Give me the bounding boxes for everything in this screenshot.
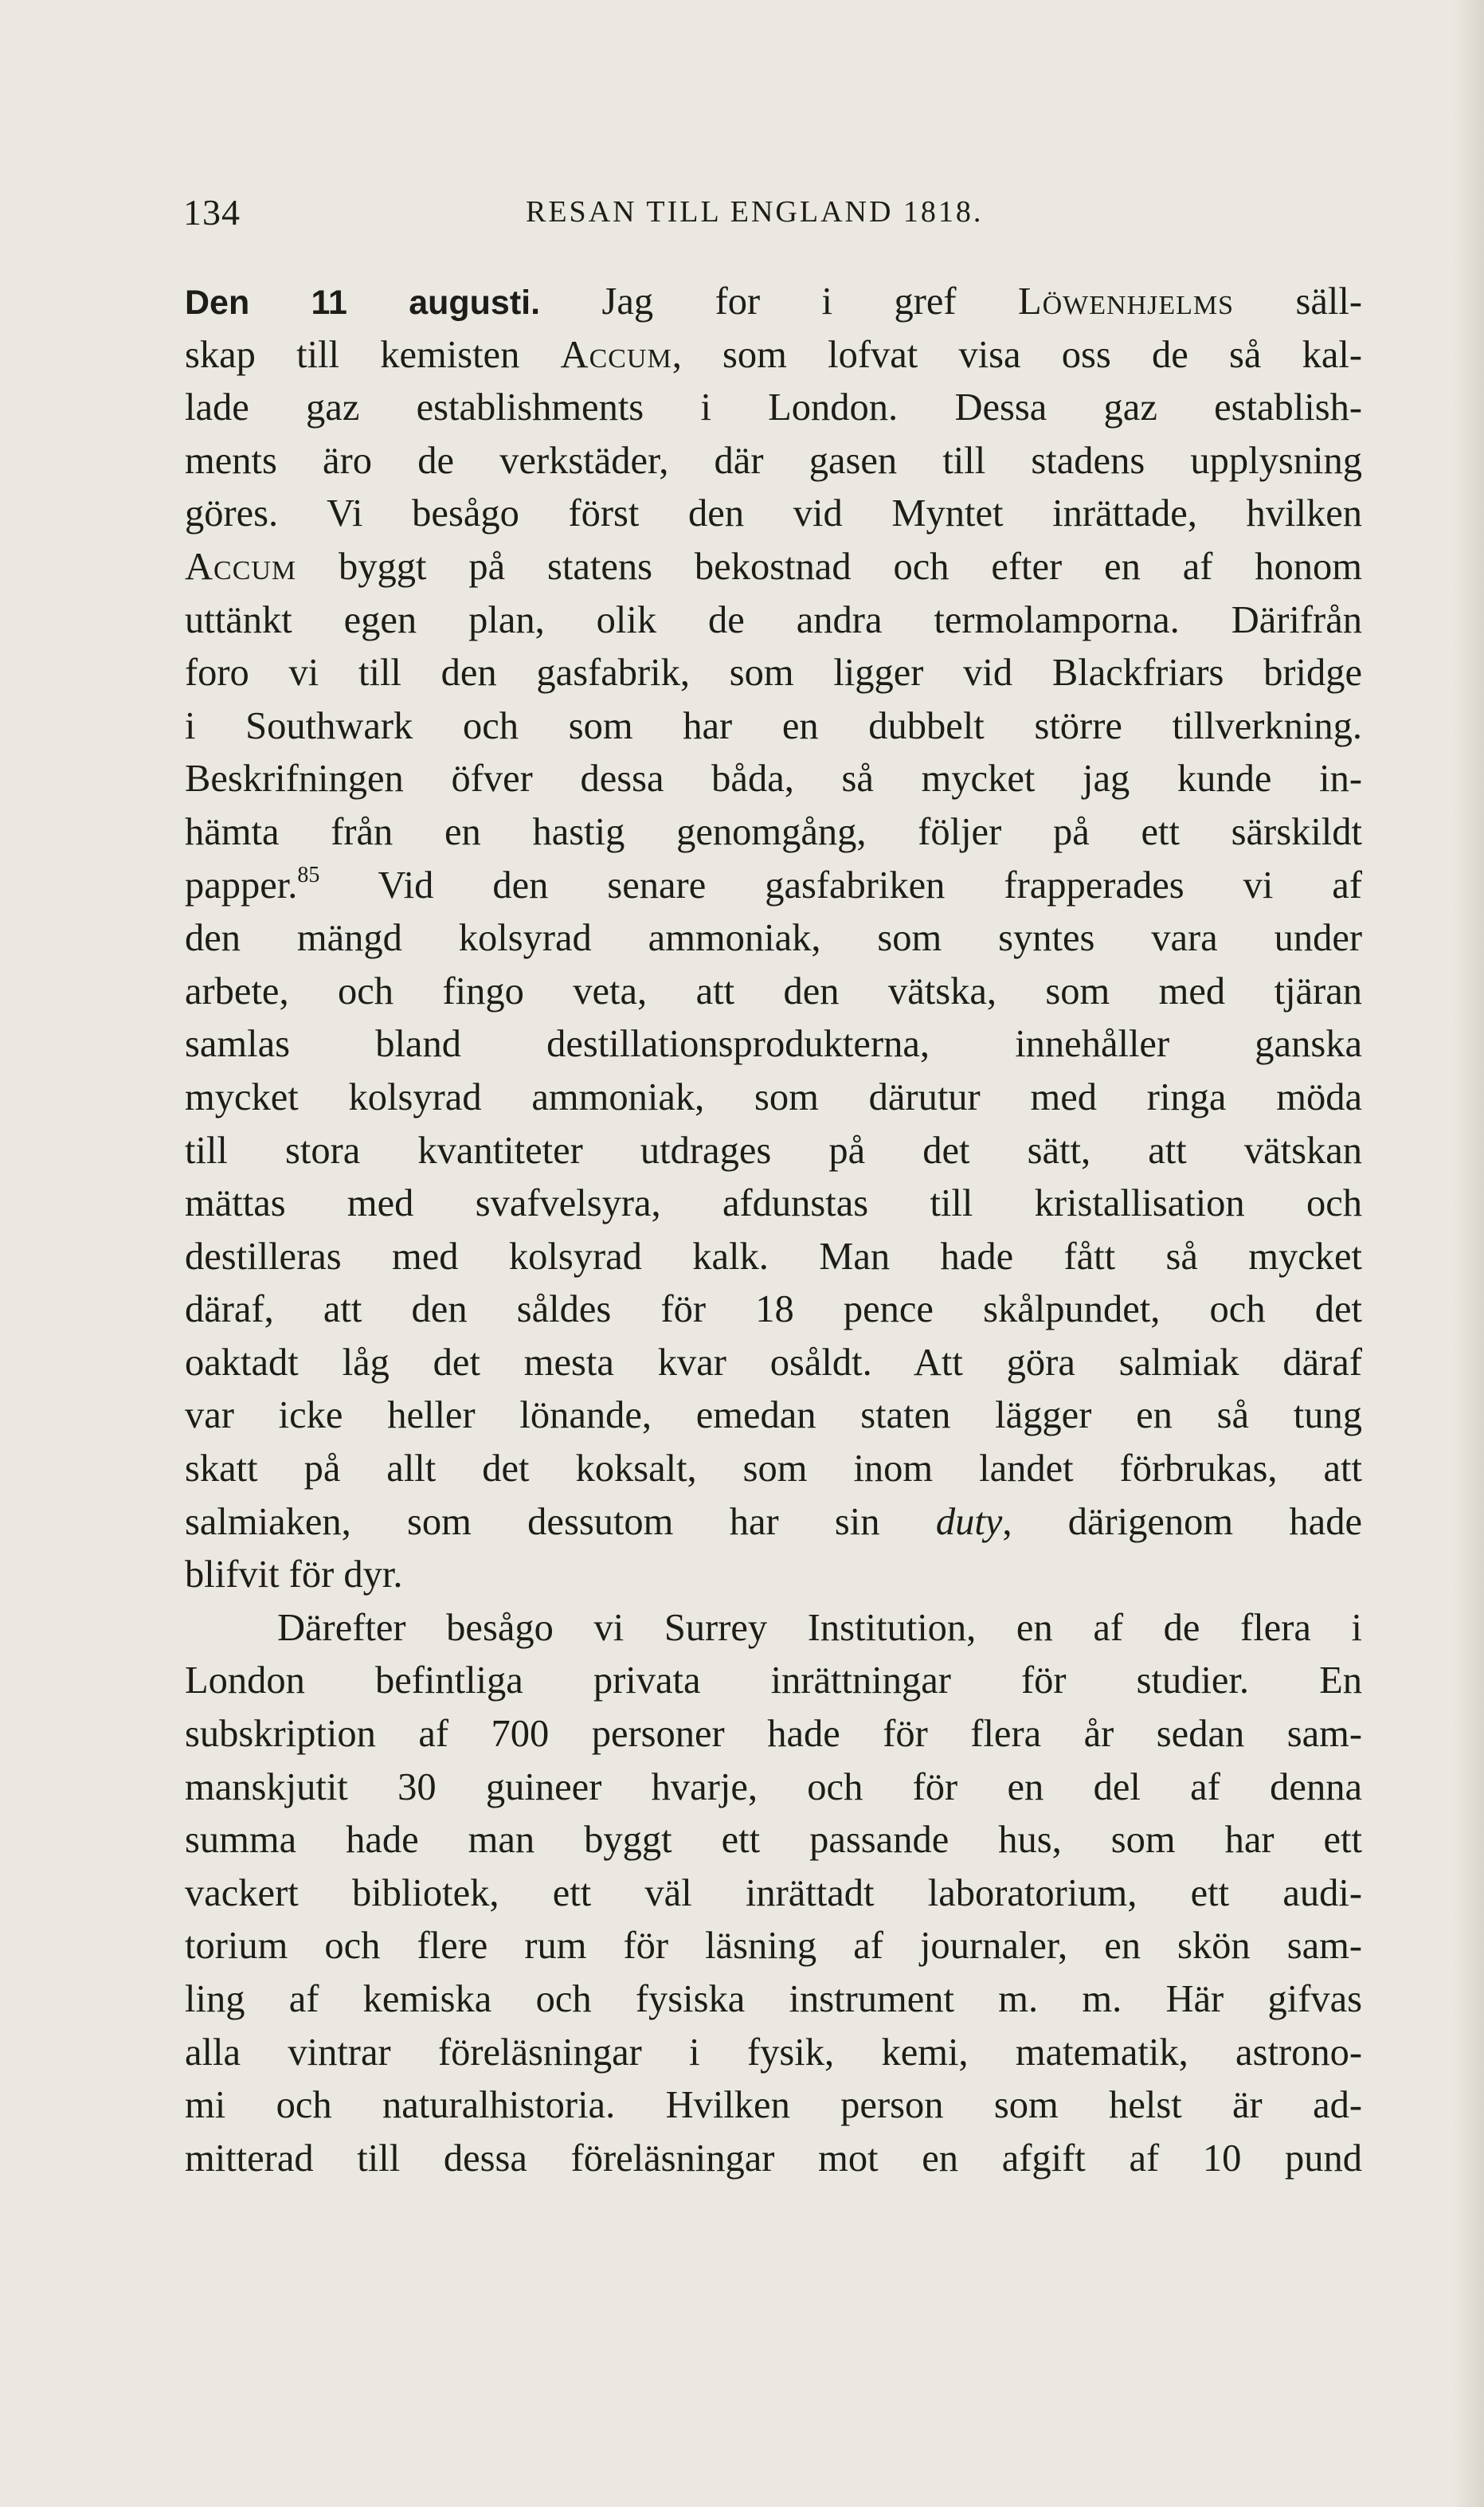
text-line (185, 488, 1362, 541)
text-run: Beskrifningen öfver dessa båda, så mycket jag kunde in- (185, 758, 1362, 801)
text-line (185, 329, 1362, 382)
text-run: mycket kolsyrad ammoniak, som därutur med ringa möda (185, 1075, 1362, 1118)
text-run: arbete, och fingo veta, att den vätska, som med tjäran (185, 970, 1362, 1013)
text-run: ments äro de verkstäder, där gasen till stadens upplysning (185, 439, 1362, 482)
text-run: vackert bibliotek, ett väl inrättadt laboratorium, ett audi- (185, 1871, 1362, 1914)
text-run: mättas med svafvelsyra, afdunstas till kristallisation och (185, 1182, 1362, 1225)
text-run: blifvit för dyr. (185, 1553, 403, 1596)
text-run: alla vintrar föreläsningar i fysik, kemi, matematik, astrono- (185, 2031, 1362, 2074)
small-caps-name: Löwenhjelms (1017, 280, 1235, 323)
text-line (185, 1761, 1362, 1815)
text-run: , därigenom hade (1002, 1500, 1362, 1543)
body-text (185, 276, 1362, 2185)
page-number: 134 (183, 192, 241, 233)
text-line (185, 1389, 1362, 1443)
text-line (185, 647, 1362, 700)
text-line (185, 1337, 1362, 1390)
text-run: säll- (1234, 280, 1362, 323)
page-edge-shadow (1452, 0, 1484, 2507)
text-run: torium och flere rum för läsning af journaler, en skön sam- (185, 1925, 1362, 1968)
small-caps-name: Accum (560, 333, 672, 376)
text-run: mi och naturalhistoria. Hvilken person som helst är ad- (185, 2084, 1362, 2127)
text-run: destilleras med kolsyrad kalk. Man hade fått så mycket (185, 1235, 1362, 1278)
italic-word: duty (935, 1500, 1003, 1543)
text-line (185, 966, 1362, 1019)
text-line (185, 541, 1362, 594)
text-line (185, 1018, 1362, 1071)
text-run: salmiaken, som dessutom har sin (185, 1500, 936, 1543)
text-line (185, 700, 1362, 754)
text-line (185, 1920, 1362, 1973)
text-run: skatt på allt det koksalt, som inom landet förbrukas, att (185, 1447, 1362, 1490)
text-run: foro vi till den gasfabrik, som ligger vid Blackfriars bridge (185, 652, 1362, 695)
entry-date-heading: Den 11 augusti. (185, 284, 541, 322)
text-run: , som lofvat visa oss de så kal- (672, 333, 1362, 376)
text-line (185, 594, 1362, 648)
text-run: skap till kemisten (185, 333, 561, 376)
text-line (185, 1549, 1362, 1602)
text-line (185, 1867, 1362, 1921)
text-line (185, 1655, 1362, 1708)
text-run: samlas bland destillationsprodukterna, innehåller ganska (185, 1023, 1362, 1066)
text-line (185, 1283, 1362, 1337)
text-run: lade gaz establishments i London. Dessa gaz establish- (185, 386, 1362, 429)
text-line (185, 806, 1362, 860)
text-run: den mängd kolsyrad ammoniak, som syntes vara under (185, 917, 1362, 960)
text-run: i Southwark och som har en dubbelt större tillverkning. (185, 704, 1362, 747)
text-line (185, 1814, 1362, 1867)
text-run: Jag for i gref (540, 280, 1018, 323)
small-caps-name: Accum (185, 545, 297, 588)
text-line (185, 1973, 1362, 2027)
text-run: summa hade man byggt ett passande hus, som har ett (185, 1819, 1362, 1862)
text-line (185, 1125, 1362, 1178)
text-run: mitterad till dessa föreläsningar mot en afgift af 10 pund (185, 2137, 1362, 2180)
text-run: London befintliga privata inrättningar för studier. En (185, 1659, 1362, 1702)
text-run: hämta från en hastig genomgång, följer på ett särskildt (185, 810, 1362, 853)
text-line (185, 435, 1362, 488)
text-run: Vid den senare gasfabriken frapperades vi af (319, 864, 1362, 907)
text-run: göres. Vi besågo först den vid Myntet inrättade, hvilken (185, 492, 1362, 535)
text-line (185, 1496, 1362, 1549)
text-line (185, 1443, 1362, 1496)
text-run: papper. (185, 864, 298, 907)
text-run: Därefter besågo vi Surrey Institution, en af de flera i (277, 1606, 1362, 1649)
text-run: subskription af 700 personer hade för flera år sedan sam- (185, 1713, 1362, 1756)
text-run: ling af kemiska och fysiska instrument m. m. Här gifvas (185, 1978, 1362, 2020)
text-line (185, 2027, 1362, 2080)
text-line (185, 2079, 1362, 2133)
page-header (183, 191, 1362, 239)
text-run: till stora kvantiteter utdrages på det sätt, att vätskan (185, 1129, 1362, 1172)
text-line (185, 753, 1362, 806)
text-line (185, 1708, 1362, 1761)
text-line (185, 1177, 1362, 1231)
text-run: byggt på statens bekostnad och efter en af honom (296, 545, 1362, 588)
text-line (185, 382, 1362, 435)
text-run: däraf, att den såldes för 18 pence skålpundet, och det (185, 1288, 1362, 1331)
text-line (185, 912, 1362, 966)
text-run: var icke heller lönande, emedan staten lägger en så tung (185, 1394, 1362, 1437)
text-line (185, 1231, 1362, 1284)
text-line (185, 860, 1362, 913)
text-run: oaktadt låg det mesta kvar osåldt. Att göra salmiak däraf (185, 1341, 1362, 1384)
running-head: RESAN TILL ENGLAND 1818. (526, 195, 984, 229)
text-run: manskjutit 30 guineer hvarje, och för en del af denna (185, 1765, 1362, 1808)
text-line (185, 1071, 1362, 1125)
footnote-ref: 85 (297, 862, 320, 887)
text-line (185, 276, 1362, 329)
text-run: uttänkt egen plan, olik de andra termolamporna. Därifrån (185, 598, 1362, 641)
text-line (185, 2133, 1362, 2186)
text-line (185, 1602, 1362, 1655)
